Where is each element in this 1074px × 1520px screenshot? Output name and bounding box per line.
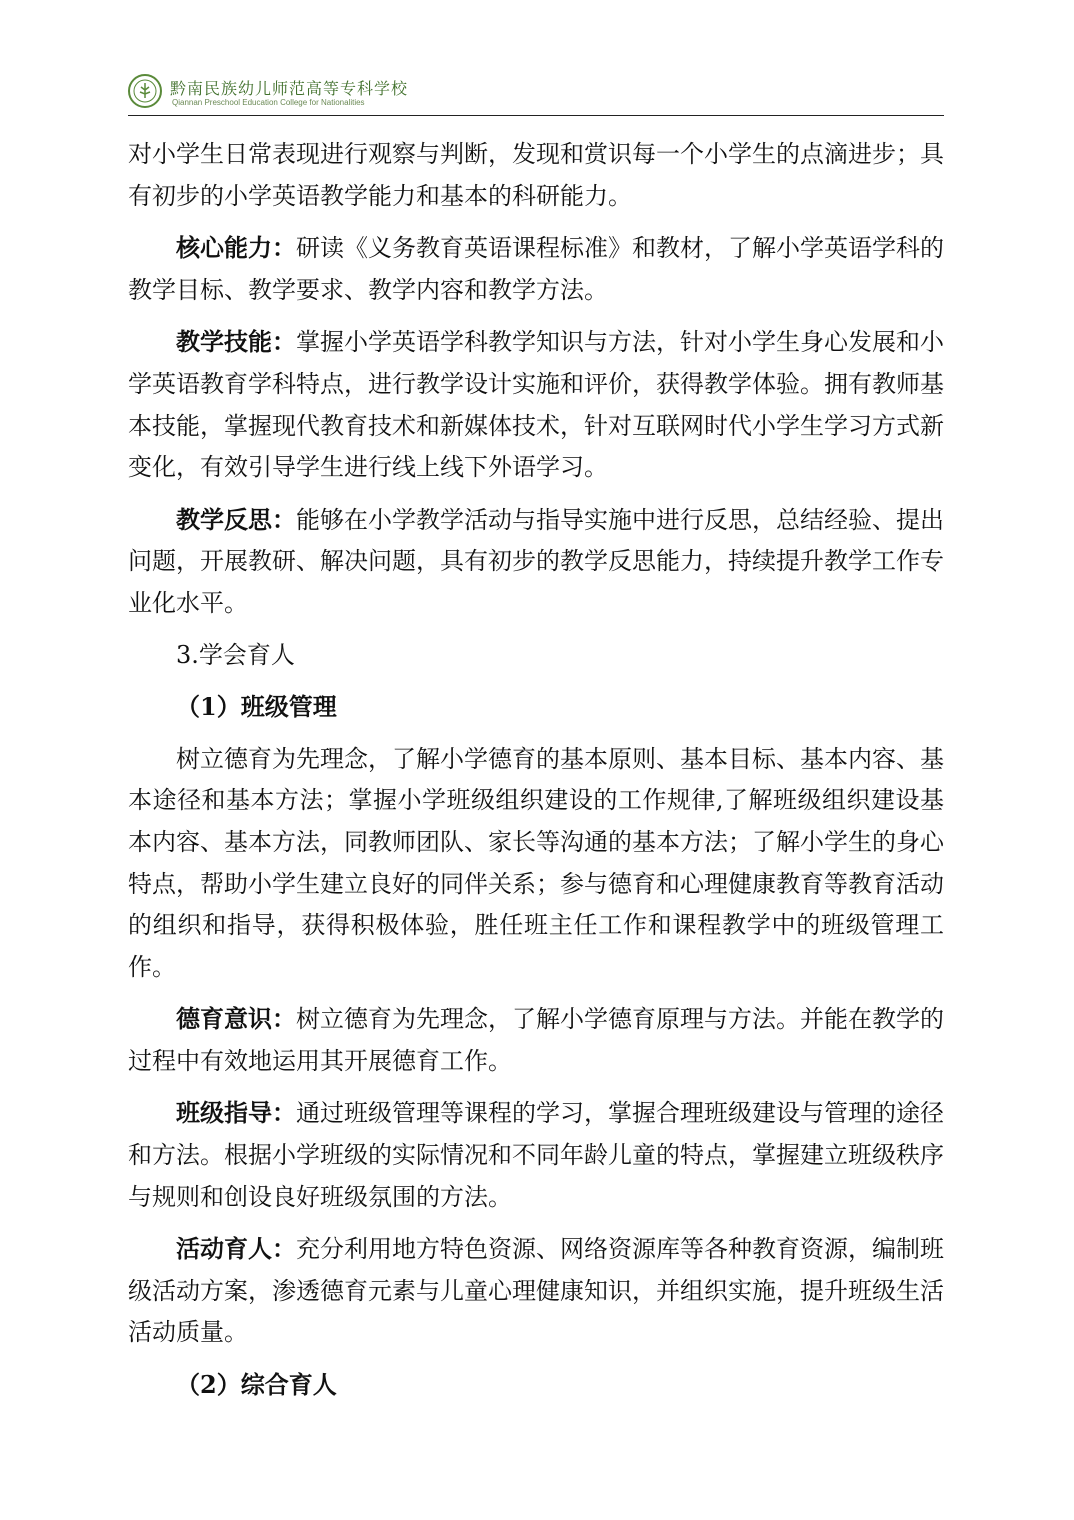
header-divider xyxy=(128,115,944,116)
subsection-heading-class-management: （1）班级管理 xyxy=(176,692,337,722)
school-logo-icon xyxy=(128,74,162,108)
paragraph-continued: 对小学生日常表现进行观察与判断，发现和赏识每一个小学生的点滴进步；具有初步的小学英语教学能力和基本的科研能力。 xyxy=(128,140,944,210)
text-class-guidance: 通过班级管理等课程的学习，掌握合理班级建设与管理的途径和方法。根据小学班级的实际情况和不同年龄儿童的特点，掌握建立班级秩序与规则和创设良好班级氛围的方法。 xyxy=(128,1099,944,1211)
page-header xyxy=(128,70,944,116)
paragraph-moral-awareness xyxy=(128,998,944,1082)
document-body xyxy=(128,134,944,1407)
label-class-guidance: 班级指导： xyxy=(176,1098,296,1128)
paragraph-core-ability xyxy=(128,227,944,311)
paragraph-class-management: 树立德育为先理念，了解小学德育的基本原则、基本目标、基本内容、基本途径和基本方法；掌握小学班级组织建设的工作规律,了解班级组织建设基本内容、基本方法，同教师团队、家长等沟通的基本方法；了解小学生的身心特点，帮助小学生建立良好的同伴关系；参与德育和心理健康教育等教育活动的组织和指导，获得积极体验，胜任班主任工作和课程教学中的班级管理工作。 xyxy=(128,744,944,981)
label-core-ability: 核心能力： xyxy=(176,233,296,263)
school-name-en: Qiannan Preschool Education College for Nationalities xyxy=(172,98,365,107)
paragraph-activity-education xyxy=(128,1228,944,1354)
subsection-heading-comprehensive-education: （2）综合育人 xyxy=(176,1370,337,1400)
paragraph-teaching-reflection xyxy=(128,499,944,625)
text-moral-awareness: 树立德育为先理念，了解小学德育原理与方法。并能在教学的过程中有效地运用其开展德育工作。 xyxy=(128,1005,944,1075)
label-teaching-skills: 教学技能： xyxy=(176,327,296,357)
label-moral-awareness: 德育意识： xyxy=(176,1004,296,1034)
section-heading-3: 3.学会育人 xyxy=(176,640,295,669)
label-activity-education: 活动育人： xyxy=(176,1234,296,1264)
paragraph-class-guidance xyxy=(128,1092,944,1218)
paragraph-teaching-skills xyxy=(128,321,944,488)
text-activity-education: 充分利用地方特色资源、网络资源库等各种教育资源，编制班级活动方案，渗透德育元素与儿童心理健康知识，并组织实施，提升班级生活活动质量。 xyxy=(128,1235,944,1347)
text-teaching-skills: 掌握小学英语学科教学知识与方法，针对小学生身心发展和小学英语教育学科特点，进行教学设计实施和评价，获得教学体验。拥有教师基本技能，掌握现代教育技术和新媒体技术，针对互联网时代小学生学习方式新变化，有效引导学生进行线上线下外语学习。 xyxy=(128,328,944,482)
text-core-ability: 研读《义务教育英语课程标准》和教材，了解小学英语学科的教学目标、教学要求、教学内容和教学方法。 xyxy=(128,234,944,304)
text-teaching-reflection: 能够在小学教学活动与指导实施中进行反思，总结经验、提出问题，开展教研、解决问题，具有初步的教学反思能力，持续提升教学工作专业化水平。 xyxy=(128,505,944,617)
label-teaching-reflection: 教学反思： xyxy=(176,504,296,534)
school-name-cn: 黔南民族幼儿师范高等专科学校 xyxy=(170,79,409,98)
